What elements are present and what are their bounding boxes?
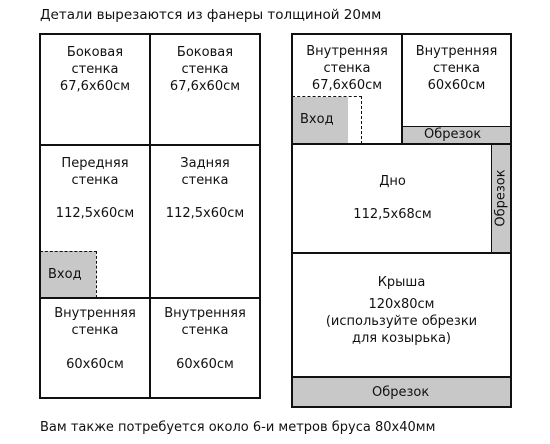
inner-wall-2: Внутренняя стенка 60х60см: [164, 306, 246, 372]
inner-wall-b: Внутренняя стенка 60х60см: [415, 44, 498, 93]
entrance-label: Вход: [48, 267, 82, 282]
side-wall-2: Боковая стенка 67,6х60см: [169, 45, 241, 94]
floor-panel: Дно 112,5х68см: [353, 174, 432, 222]
side-wall-1: Боковая стенка 67,6х60см: [59, 45, 131, 94]
inner-wall-a: Внутренняя стенка 67,6х60см: [306, 44, 388, 93]
front-wall: Передняя стенка 112,5х60см: [55, 156, 135, 221]
roof-panel: Крыша 120х80см (используйте обрезки для козырька): [325, 275, 478, 346]
footer-caption: Вам также потребуется около 6-и метров бруса 80х40мм: [40, 420, 436, 435]
divider-horizontal-1: [39, 144, 261, 146]
inner-wall-1: Внутренняя стенка 60х60см: [54, 306, 136, 372]
back-wall: Задняя стенка 112,5х60см: [165, 156, 245, 221]
header-caption: Детали вырезаются из фанеры толщиной 20мм: [40, 7, 382, 23]
scrap-side-label: Обрезок: [493, 169, 509, 227]
